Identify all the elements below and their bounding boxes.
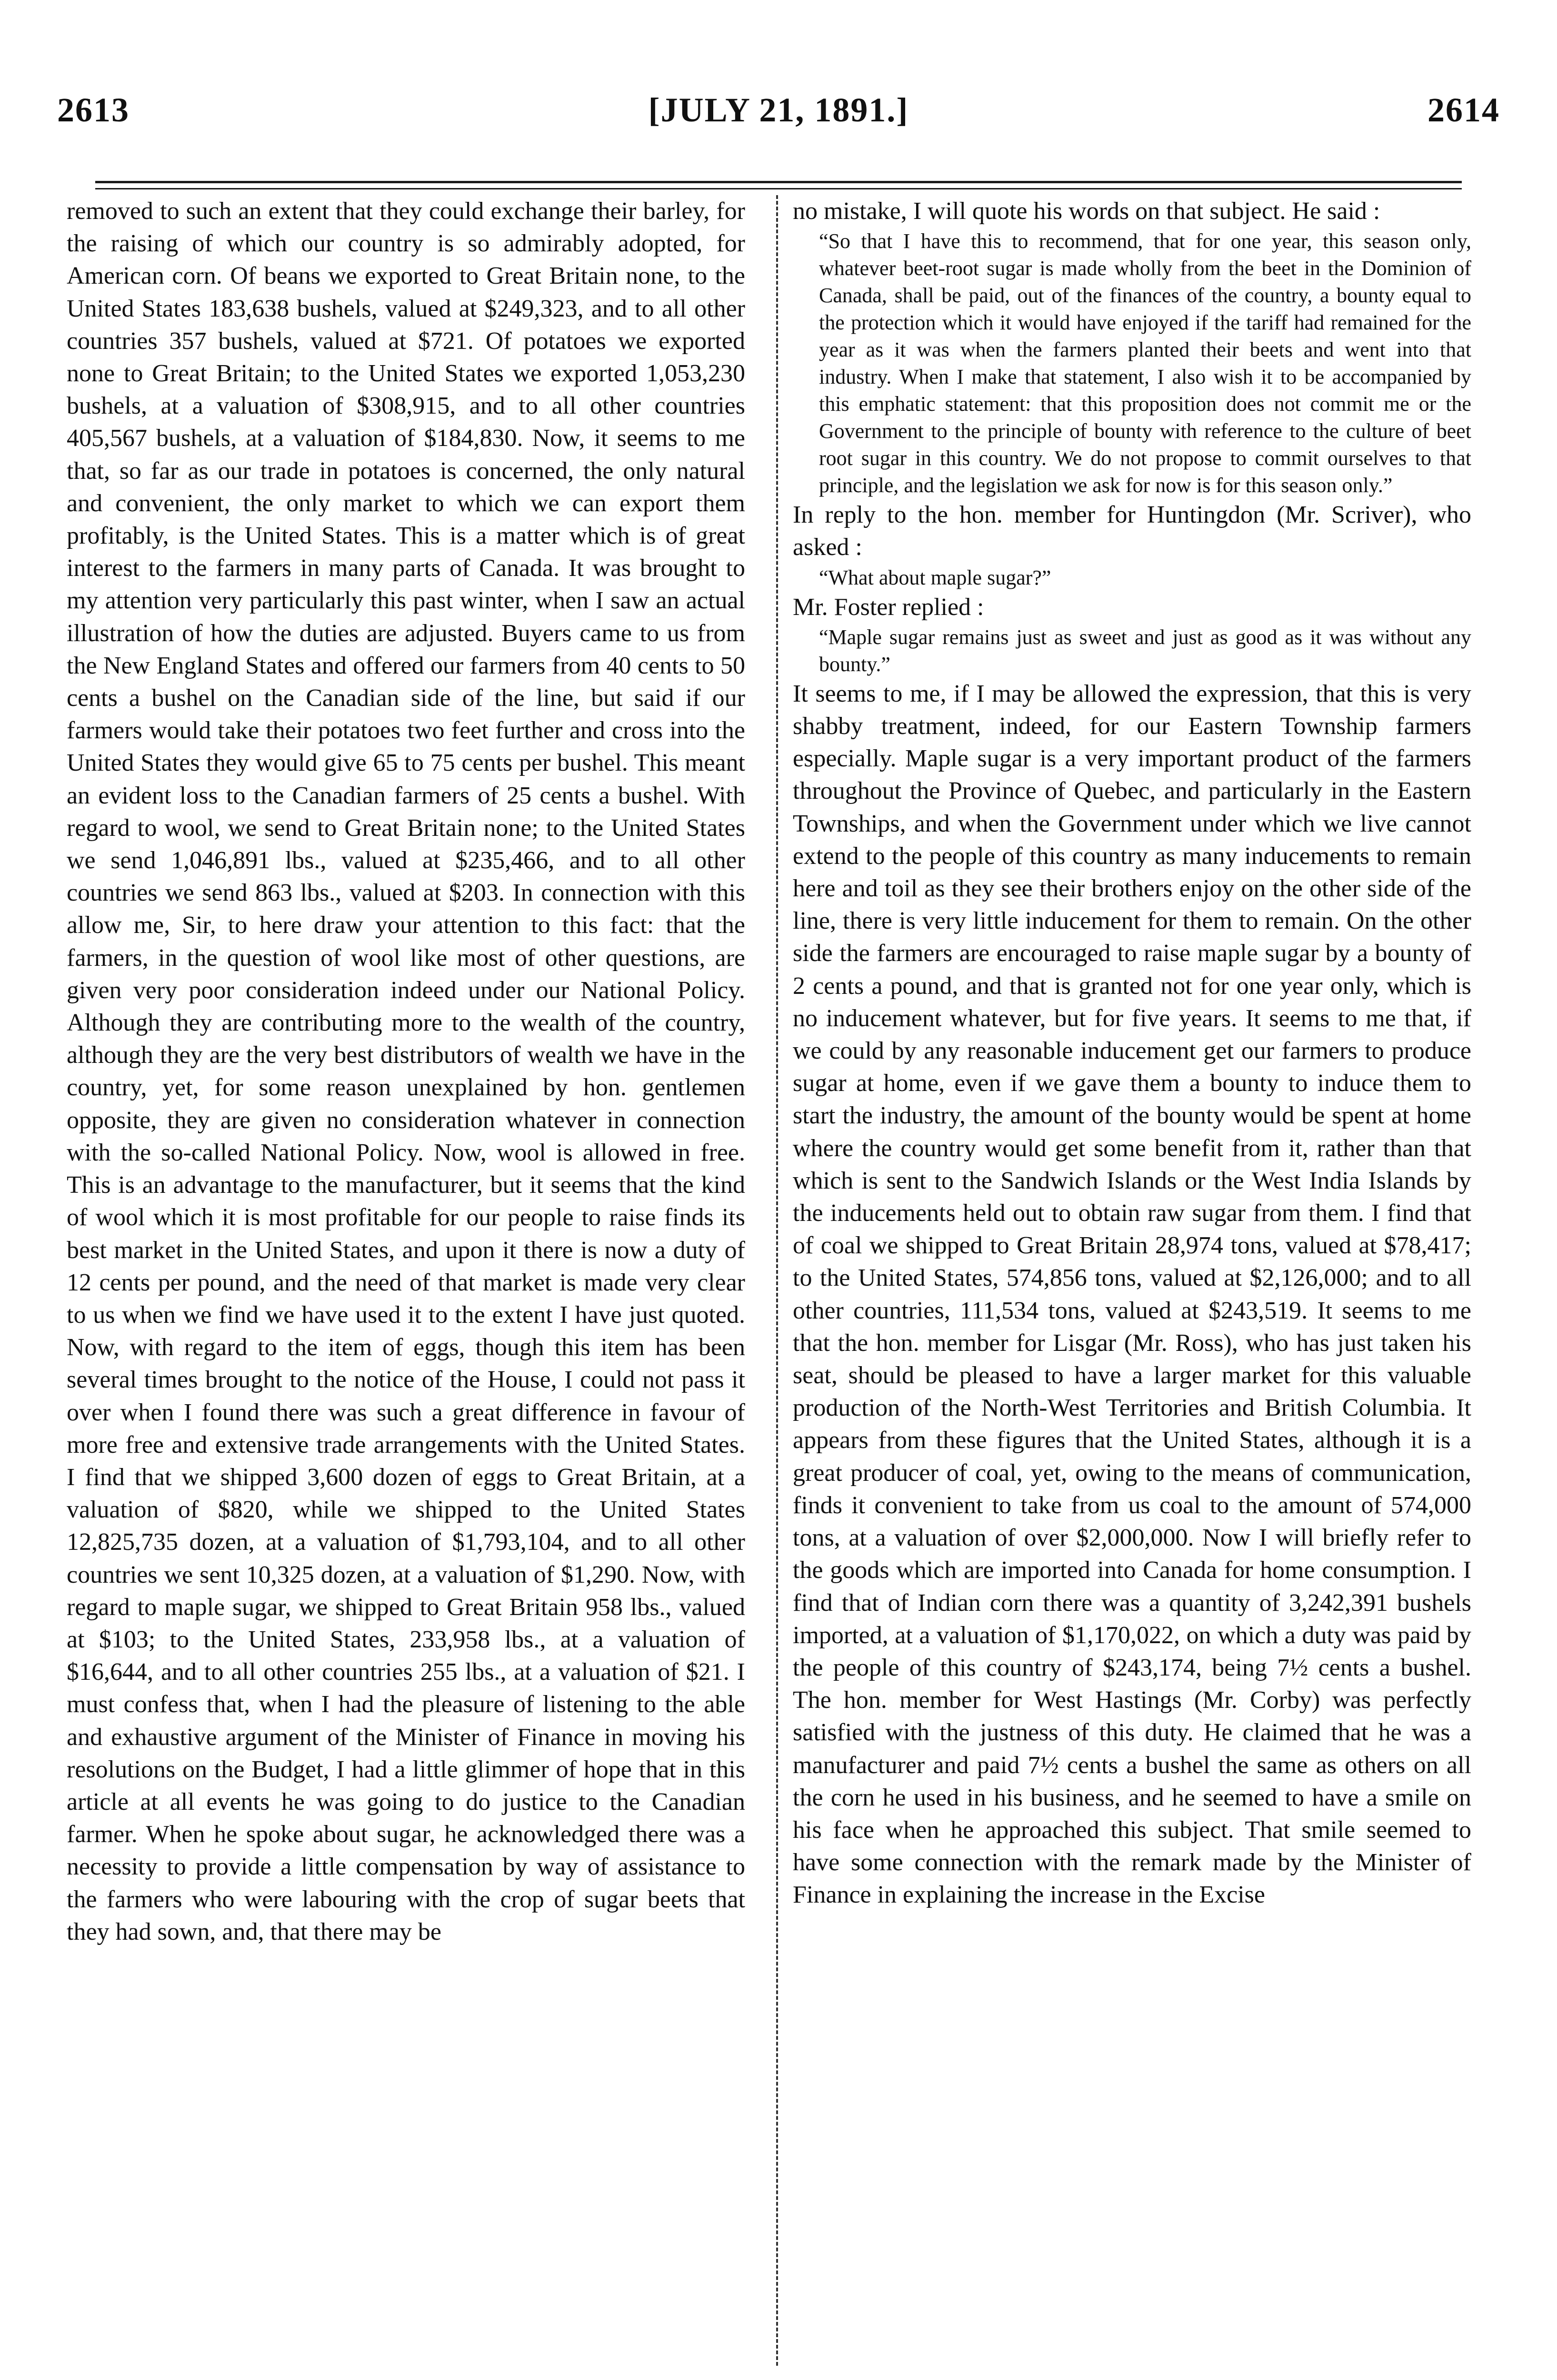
budget-quote-text: “So that I have this to recommend, that for one year, this season only, whatever beet-root sugar is made wholly from the beet in the Dominion of Canada, shall be paid, out of the finances of the country, a bounty equal to the protection which it would have enjoyed if the tariff had remained for the year as it was when the farmers planted their beets and went into that industry. When I make that statement, I also wish it to be accompanied by this emphatic statement: that this proposition does not commit me or the Government to the principle of bounty with reference to the culture of beet root sugar in this country. We do not propose to commit ourselves to that principle, and the legislation we ask for now is for this season only.” — [819, 229, 1471, 497]
page-header — [57, 90, 1500, 148]
header-rule — [95, 181, 1462, 183]
right-intro: no mistake, I will quote his words on that subject. He said : — [793, 198, 1380, 225]
right-paragraph-main: It seems to me, if I may be allowed the expression, that this is very shabby treatment, indeed, for our Eastern Township farmers especially. Maple sugar is a very important product of the farmers throughout the Province of Quebec, and particularly in the Eastern Townships, and when the Government under which we live cannot extend to the people of this country as many inducements to remain here and toil as they see their brothers enjoy on the other side of the line, there is very little inducement for them to remain. On the other side the farmers are encouraged to raise maple sugar by a bounty of 2 cents a pound, and that is granted not for one year only, which is no inducement whatever, but for five years. It seems to me that, if we could by any reasonable inducement get our farmers to produce sugar at home, even if we gave them a bounty to induce them to start the industry, the amount of the bounty would be spent at home where the country would get some benefit from it, rather than that which is sent to the Sandwich Islands or the West India Islands by the inducements held out to obtain raw sugar from them. I find that of coal we shipped to Great Britain 28,974 tons, valued at $78,417; to the United States, 574,856 tons, valued at $2,126,000; and to all other countries, 111,534 tons, valued at $243,519. It seems to me that the hon. member for Lisgar (Mr. Ross), who has just taken his seat, should be pleased to have a larger market for this valuable production of the North-West Territories and British Columbia. It appears from these figures that the United States, although it is a great producer of coal, yet, owing to the means of communication, finds it convenient to take from us coal to the amount of 574,000 tons, at a valuation of over $2,000,000. Now I will briefly refer to the goods which are imported into Canada for home consumption. I find that of Indian corn there was a quantity of 3,242,391 bushels imported, at a valuation of $1,170,022, on which a duty was paid by the people of this country of $243,174, being 7½ cents a bushel. The hon. member for West Hastings (Mr. Corby) was perfectly satisfied with the justness of this duty. He claimed that he was a manufacturer and paid 7½ cents a bushel the same as others on all the corn he used in his business, and he seemed to have a smile on his face when he approached this subject. That smile seemed to have some connection with the remark made by the Minister of Finance in explaining the increase in the Excise — [793, 680, 1471, 1909]
right-paragraph-huntingdon: In reply to the hon. member for Huntingdon (Mr. Scriver), who asked : — [793, 501, 1471, 561]
maple-answer-quote — [793, 624, 1471, 678]
page-number-left: 2613 — [57, 91, 130, 129]
header-date: [JULY 21, 1891.] — [648, 91, 909, 129]
page-number-right: 2614 — [1427, 91, 1500, 129]
right-column — [793, 195, 1471, 1912]
header-rule-thin — [95, 188, 1462, 189]
budget-quote — [793, 228, 1471, 499]
maple-answer-text: “Maple sugar remains just as sweet and just as good as it was without any bounty.” — [819, 625, 1471, 676]
column-divider — [776, 195, 778, 2366]
maple-question-quote — [793, 564, 1471, 591]
left-column — [67, 195, 745, 1948]
right-paragraph-foster: Mr. Foster replied : — [793, 593, 984, 621]
maple-question-text: “What about maple sugar?” — [819, 565, 1051, 589]
left-column-text: removed to such an extent that they could exchange their barley, for the raising of which our country is so admirably adopted, for American corn. Of beans we exported to Great Britain none, to the United States 183,638 bushels, valued at $249,323, and to all other countries 357 bushels, valued at $721. Of potatoes we exported none to Great Britain; to the United States we exported 1,053,230 bushels, at a valuation of $308,915, and to all other countries 405,567 bushels, at a valuation of $184,830. Now, it seems to me that, so far as our trade in potatoes is concerned, the only natural and convenient, the only market to which we can export them profitably, is the United States. This is a matter which is of great interest to the farmers in many parts of Canada. It was brought to my attention very particularly this past winter, when I saw an actual illustration of how the duties are adjusted. Buyers came to us from the New England States and offered our farmers from 40 cents to 50 cents a bushel on the Canadian side of the line, but said if our farmers would take their potatoes two feet further and cross into the United States they would give 65 to 75 cents per bushel. This meant an evident loss to the Canadian farmers of 25 cents a bushel. With regard to wool, we send to Great Britain none; to the United States we send 1,046,891 lbs., valued at $235,466, and to all other countries we send 863 lbs., valued at $203. In connection with this allow me, Sir, to here draw your attention to this fact: that the farmers, in the question of wool like most of other questions, are given very poor consideration indeed under our National Policy. Although they are contributing more to the wealth of the country, although they are the very best distributors of wealth we have in the country, yet, for some reason unexplained by hon. gentlemen opposite, they are given no consideration whatever in connection with the so-called National Policy. Now, wool is allowed in free. This is an advantage to the manufacturer, but it seems that the kind of wool which it is most profitable for our people to raise finds its best market in the United States, and upon it there is now a duty of 12 cents per pound, and the need of that market is made very clear to us when we find we have used it to the extent I have just quoted. Now, with regard to the item of eggs, though this item has been several times brought to the notice of the House, I could not pass it over when I found there was such a great difference in favour of more free and extensive trade arrangements with the United States. I find that we shipped 3,600 dozen of eggs to Great Britain, at a valuation of $820, while we shipped to the United States 12,825,735 dozen, at a valuation of $1,793,104, and to all other countries we sent 10,325 dozen, at a valuation of $1,290. Now, with regard to maple sugar, we shipped to Great Britain 958 lbs., valued at $103; to the United States, 233,958 lbs., at a valuation of $16,644, and to all other countries 255 lbs., at a valuation of $21. I must confess that, when I had the pleasure of listening to the able and exhaustive argument of the Minister of Finance in moving his resolutions on the Budget, I had a little glimmer of hope that in this article at all events he was going to do justice to the Canadian farmer. When he spoke about sugar, he acknowledged there was a necessity to provide a little compensation by way of assistance to the farmers who were labouring with the crop of sugar beets that they had sown, and, that there may be — [67, 198, 745, 1945]
